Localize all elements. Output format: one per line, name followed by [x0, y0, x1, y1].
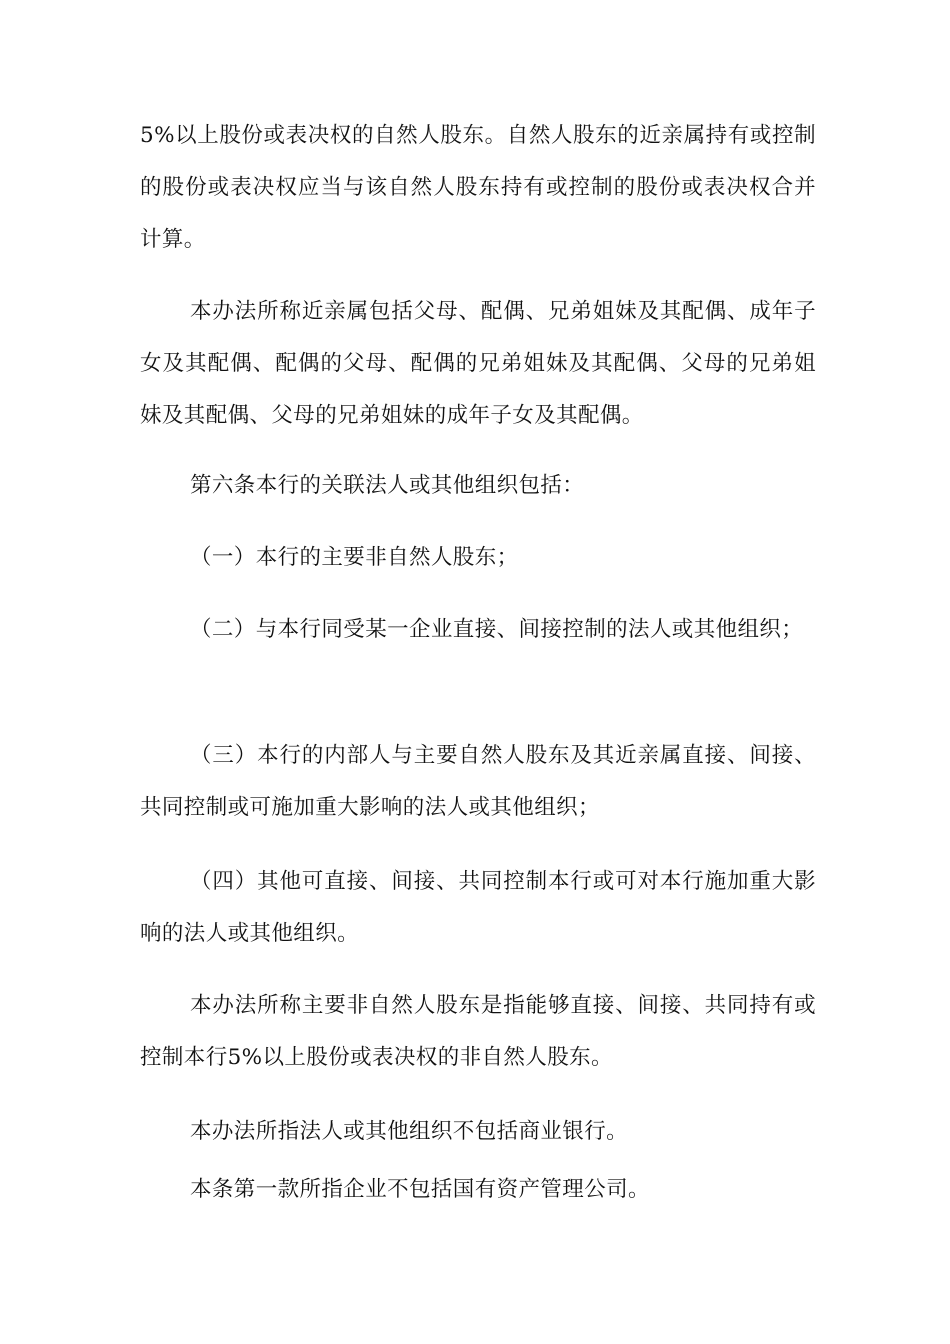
paragraph-non-natural-shareholder-definition: 本办法所称主要非自然人股东是指能够直接、间接、共同持有或控制本行5%以上股份或表决权的非自然人股东。: [140, 993, 816, 1070]
paragraph-excludes-asset-management: 本条第一款所指企业不包括国有资产管理公司。: [190, 1177, 650, 1202]
paragraph-article-six-heading: 第六条本行的关联法人或其他组织包括：: [190, 473, 585, 498]
paragraph-shareholder-aggregation: 5%以上股份或表决权的自然人股东。自然人股东的近亲属持有或控制的股份或表决权应当与该自然人股东持有或控制的股份或表决权合并计算。: [140, 123, 816, 252]
paragraph-close-relatives-definition: 本办法所称近亲属包括父母、配偶、兄弟姐妹及其配偶、成年子女及其配偶、配偶的父母、配偶的兄弟姐妹及其配偶、父母的兄弟姐妹及其配偶、父母的兄弟姐妹的成年子女及其配偶。: [140, 299, 816, 428]
list-item-2: （二）与本行同受某一企业直接、间接控制的法人或其他组织；: [190, 617, 804, 642]
list-item-3: （三）本行的内部人与主要自然人股东及其近亲属直接、间接、共同控制或可施加重大影响的法人或其他组织；: [140, 743, 816, 820]
list-item-1: （一）本行的主要非自然人股东；: [190, 545, 519, 570]
list-item-4: （四）其他可直接、间接、共同控制本行或可对本行施加重大影响的法人或其他组织。: [140, 869, 816, 946]
paragraph-excludes-commercial-banks: 本办法所指法人或其他组织不包括商业银行。: [190, 1119, 629, 1144]
